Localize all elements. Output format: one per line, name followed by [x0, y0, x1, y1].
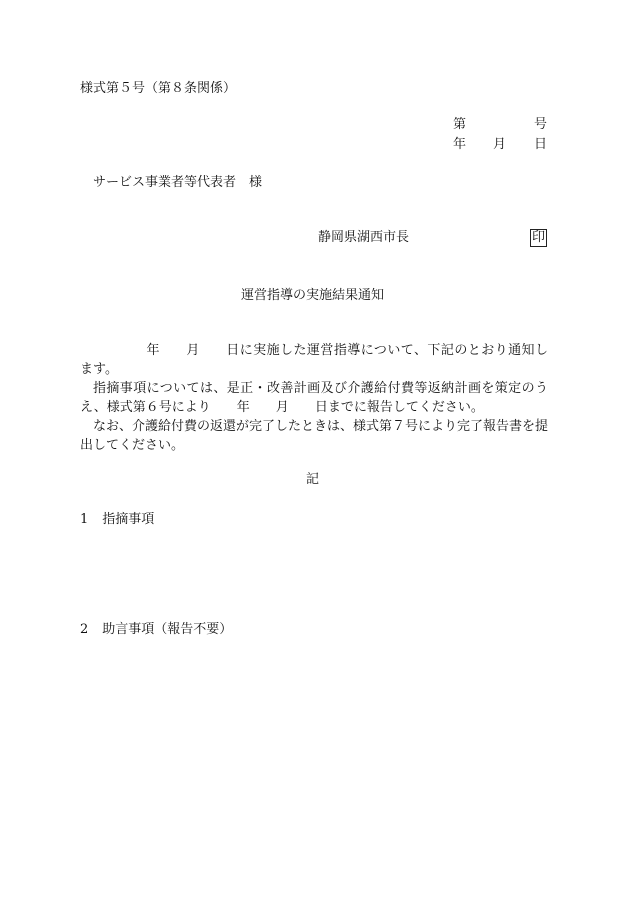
sender-title: 静岡県湖西市長: [318, 230, 410, 245]
section-1-label: 指摘事項: [102, 512, 155, 527]
p2-head: 指摘事項については、是正・改善計画及び介護給付費等返納計画を策定のうえ、様式第６号により: [80, 381, 548, 415]
body-paragraph-3: なお、介護給付費の返還が完了したときは、様式第７号により完了報告書を提出してください。: [80, 419, 549, 453]
p2-tail: 日までに報告してください。: [314, 400, 484, 415]
section-1-number: 1: [80, 512, 89, 527]
ki-heading: 記: [306, 472, 320, 487]
section-1: [80, 513, 154, 526]
seal-stamp: 印: [532, 230, 546, 245]
date-month-inline: 月: [185, 343, 200, 358]
p1-tail: 日に実施した運営指導について、下記のとおり通知します。: [80, 343, 548, 377]
date-year-inline-2: 年: [236, 400, 250, 415]
form-label: 様式第５号（第８条関係）: [80, 81, 237, 96]
date-year: 年: [453, 137, 467, 152]
section-2: [80, 623, 232, 636]
date-month-inline-2: 月: [275, 400, 289, 415]
section-2-number: 2: [80, 622, 89, 637]
date-month: 月: [493, 137, 507, 152]
date-year-inline: 年: [146, 343, 160, 358]
doc-number-dai: 第: [453, 117, 467, 132]
document-title: 運営指導の実施結果通知: [241, 288, 385, 303]
doc-number-go: 号: [534, 117, 548, 132]
addressee: サービス事業者等代表者 様: [93, 175, 263, 190]
section-2-label: 助言事項（報告不要）: [102, 622, 233, 637]
date-day: 日: [534, 137, 548, 152]
body-paragraph-1: [80, 341, 548, 379]
body-paragraph-2: [80, 379, 548, 417]
